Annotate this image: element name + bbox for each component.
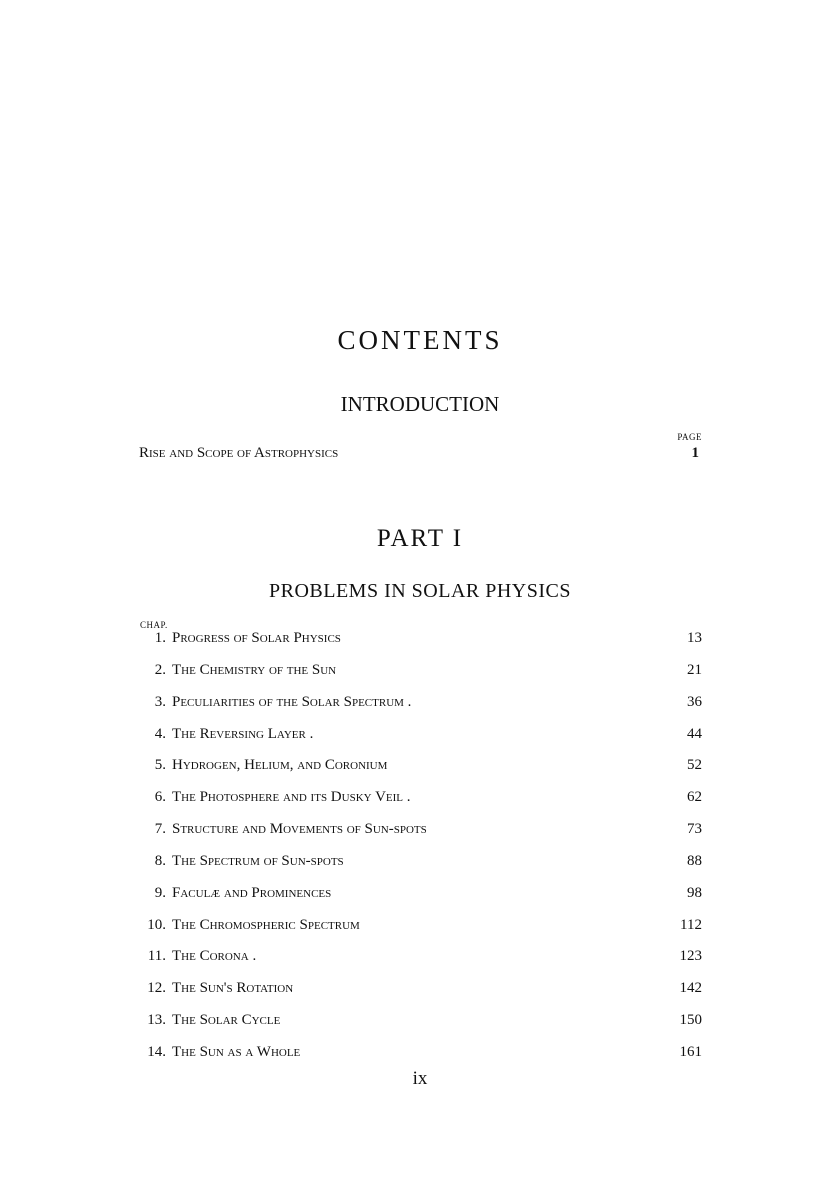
introduction-heading: INTRODUCTION [340,392,500,416]
chapter-row [136,723,702,755]
chapter-title: The Chromospheric Spectrum [172,916,360,933]
chapter-title: Structure and Movements of Sun-spots [172,821,427,838]
chapter-number: 6. [154,789,166,806]
chapter-page: 62 [687,789,702,806]
introduction-entry-page: 1 [691,445,699,461]
chapter-page: 13 [687,630,702,646]
chapter-row [136,627,702,659]
chapter-number: 8. [154,852,166,869]
chapter-number: 5. [154,757,166,774]
page-column-label: PAGE [677,432,702,442]
chapter-page: 123 [679,948,702,965]
chapter-row [136,1009,702,1041]
chapter-title: Faculæ and Prominences [172,884,332,901]
chapter-number: 2. [154,661,166,678]
chapter-page: 98 [687,884,702,901]
chapter-title: Hydrogen, Helium, and Coronium [172,757,388,774]
chapter-row [136,659,702,691]
page-number: ix [412,1068,428,1089]
chapter-number: 12. [147,980,166,997]
chapter-page: 150 [679,1012,702,1029]
chapter-number: 3. [154,693,166,710]
chapter-page: 36 [687,693,702,710]
chapter-page: 44 [687,725,702,742]
chapter-row [136,882,702,914]
chapter-page: 161 [679,1043,702,1060]
chapter-title: Peculiarities of the Solar Spectrum . [172,693,412,710]
chapter-row [136,818,702,850]
chapter-title: The Spectrum of Sun-spots [172,852,344,869]
chapter-title: The Solar Cycle [172,1012,281,1029]
page-title: CONTENTS [337,325,503,355]
chapter-page: 142 [679,980,702,997]
chapter-row [136,691,702,723]
chapter-column-label: CHAP. [140,620,168,630]
chapter-page: 88 [687,852,702,869]
chapter-page: 52 [687,757,702,774]
chapter-number: 9. [154,884,166,901]
chapter-row [136,754,702,786]
chapter-row [136,850,702,882]
chapter-row [136,914,702,946]
part-title: PART I [376,525,464,552]
chapter-page: 112 [680,916,702,933]
part-heading: PROBLEMS IN SOLAR PHYSICS [268,580,571,602]
chapter-number: 7. [154,821,166,838]
chapter-title: Progress of Solar Physics [172,630,341,646]
chapter-page: 73 [687,821,702,838]
chapter-title: The Sun as a Whole [172,1043,301,1060]
chapter-title: The Reversing Layer . [172,725,314,742]
chapter-row [136,945,702,977]
chapter-number: 11. [147,948,166,965]
chapter-title: The Corona . [172,948,257,965]
chapter-number: 13. [147,1012,166,1029]
chapter-title: The Chemistry of the Sun [172,661,337,678]
chapter-number: 10. [147,916,166,933]
introduction-entry-title: Rise and Scope of Astrophysics [139,445,339,461]
chapter-row [136,977,702,1009]
chapter-page: 21 [687,661,702,678]
chapter-row [136,786,702,818]
chapter-number: 1. [154,630,166,646]
chapter-list [136,627,702,1073]
chapter-title: The Sun's Rotation [172,980,294,997]
introduction-entry [139,442,702,464]
chapter-number: 4. [154,725,166,742]
chapter-number: 14. [147,1043,166,1060]
chapter-title: The Photosphere and its Dusky Veil . [172,789,411,806]
